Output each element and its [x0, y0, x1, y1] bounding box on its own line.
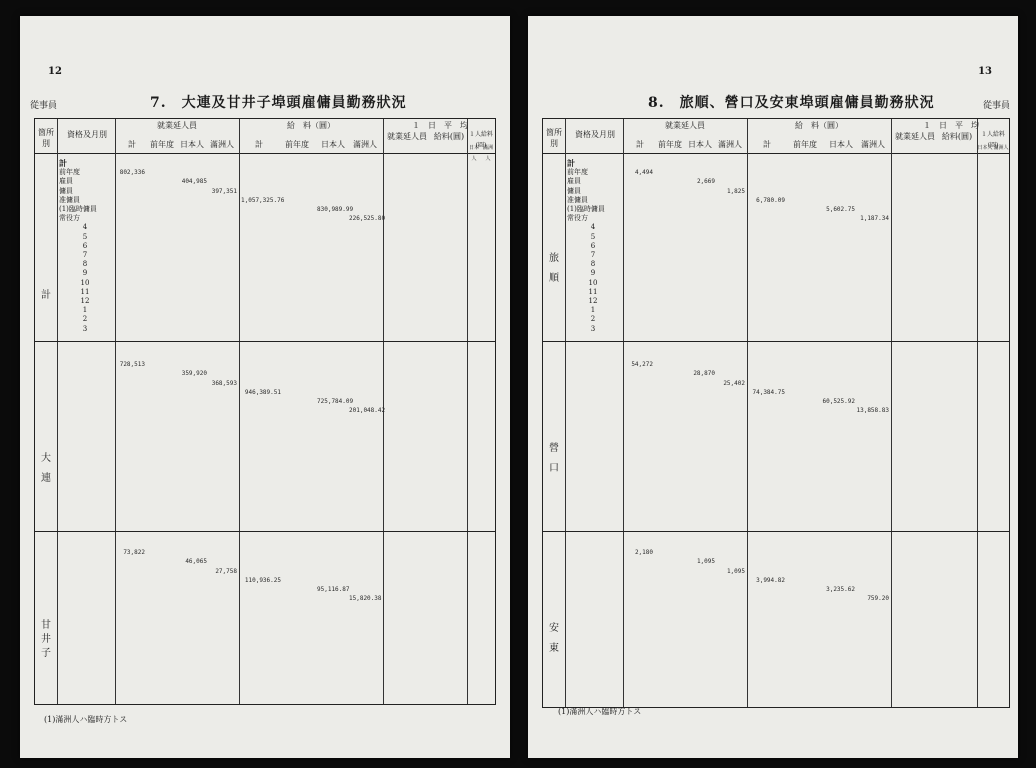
header-emp-sub: 就業延人員	[895, 132, 935, 141]
region-label-anto: 安東	[549, 623, 559, 654]
header-per-person: １人給料(圓)	[468, 131, 493, 149]
header-wages: 給 料（圓）	[795, 121, 843, 130]
header-wage-sub: 給料(圓)	[941, 132, 973, 141]
data-table	[34, 118, 496, 705]
table-header	[35, 119, 495, 162]
dairen-totals-row: 728,513 359,920 368,593 946,389.51 725,784.09 201,048.42	[119, 361, 386, 415]
right-page	[528, 16, 1018, 758]
header-wage-mc: 滿洲人	[353, 140, 377, 149]
page-title: 7. 大連及甘井子埠頭雇傭員勤務狀況	[150, 95, 407, 111]
header-wage-sub: 給料(圓)	[433, 132, 465, 141]
header-employees: 就業延人員	[157, 121, 197, 130]
header-total: 計	[636, 140, 644, 149]
section-label: 從事員	[30, 101, 58, 111]
header-jp-short: 日本人	[468, 145, 479, 162]
header-wage-total: 計	[763, 140, 771, 149]
anto-totals-row: 2,180 1,095 1,095 3,994.82 3,235.62 759.20	[634, 549, 889, 603]
header-wage-prev: 前年度	[793, 140, 817, 149]
left-page	[20, 16, 510, 758]
row-labels-total: 計 前年度 雇員 傭員 准傭員 (1)臨時傭員 常役方 4 5 6 7 8 9 10 11 12 1 2 3	[59, 158, 97, 333]
header-per-person: １人給料(圓)	[980, 131, 1005, 149]
region-label-total: 計	[41, 290, 51, 301]
header-mc-short: 滿洲人	[482, 145, 493, 162]
page-number: 13	[978, 66, 992, 77]
header-total: 計	[128, 140, 136, 149]
header-region: 箇所別	[38, 128, 54, 148]
data-table	[542, 118, 1010, 708]
header-wage-mc: 滿洲人	[861, 140, 885, 149]
row-labels-ryojun: 計 前年度 雇員 傭員 准傭員 (1)臨時傭員 常役方 4 5 6 7 8 9 10 11 12 1 2 3	[567, 158, 605, 333]
header-japanese: 日本人	[688, 140, 712, 149]
header-employees: 就業延人員	[665, 121, 705, 130]
region-label-dairen: 大連	[41, 453, 51, 484]
header-daily-avg: １ 日 平 均	[412, 121, 468, 130]
eiko-totals-row: 54,272 28,870 25,402 74,384.75 60,525.92 13,858.83	[631, 361, 889, 415]
header-mc-short: 滿洲人	[993, 145, 1009, 151]
header-category: 資格及月別	[575, 130, 615, 139]
kanseishi-totals-row: 73,822 46,065 27,758 110,936.25 95,116.87 15,820.38	[123, 549, 382, 603]
page-number: 12	[48, 66, 62, 77]
section-label: 從事員	[982, 101, 1010, 111]
header-emp-sub: 就業延人員	[387, 132, 427, 141]
header-category: 資格及月別	[67, 130, 107, 139]
footnote: (1)滿洲人ハ臨時方トス	[558, 707, 642, 716]
header-manchurian: 滿洲人	[210, 140, 234, 149]
ryojun-totals-row: 4,494 2,669 1,825 6,780.09 5,602.75 1,187.34	[634, 169, 889, 223]
region-label-kanseishi: 甘井子	[41, 620, 51, 659]
table-header	[543, 119, 1009, 154]
header-manchurian: 滿洲人	[718, 140, 742, 149]
header-wage-jp: 日本人	[829, 140, 853, 149]
header-jp-short: 日本人	[977, 145, 993, 151]
header-prev-year: 前年度	[150, 140, 174, 149]
header-daily-avg: １ 日 平 均	[923, 121, 979, 130]
header-wages: 給 料（圓）	[287, 121, 335, 130]
region-label-ryojun: 旅順	[549, 253, 559, 284]
totals-row: 802,336 404,985 397,351 1,057,325.76 830,989.99 226,525.80	[119, 169, 386, 223]
header-region: 箇所別	[546, 128, 562, 148]
header-wage-prev: 前年度	[285, 140, 309, 149]
header-prev-year: 前年度	[658, 140, 682, 149]
footnote: (1)滿洲人ハ臨時方トス	[44, 715, 128, 724]
header-wage-total: 計	[255, 140, 263, 149]
header-japanese: 日本人	[180, 140, 204, 149]
header-wage-jp: 日本人	[321, 140, 345, 149]
page-title: 8. 旅順、營口及安東埠頭雇傭員勤務狀況	[648, 95, 935, 111]
region-label-eiko: 營口	[549, 443, 559, 474]
